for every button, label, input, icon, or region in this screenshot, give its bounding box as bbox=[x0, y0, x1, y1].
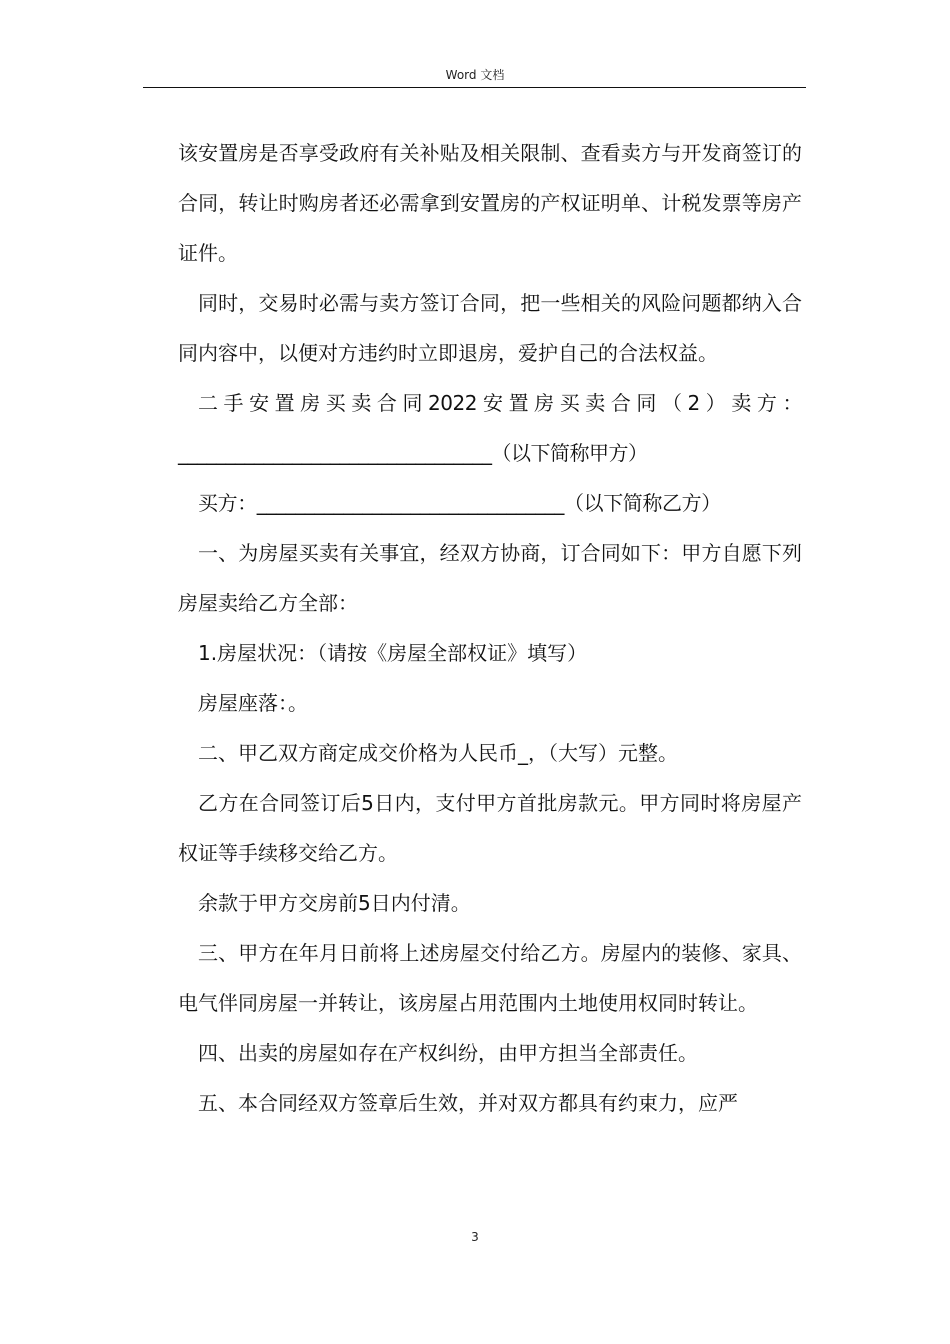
paragraph: 五、本合同经双方签章后生效，并对双方都具有约束力，应严 bbox=[198, 1091, 738, 1115]
header-title: Word 文档 bbox=[445, 68, 505, 82]
paragraph: 房屋座落：。 bbox=[198, 691, 308, 715]
paragraph: 该安置房是否享受政府有关补贴及相关限制、查看卖方与开发商签订的合同，转让时购房者还必需拿到安置房的产权证明单、计税发票等房产证件。 bbox=[178, 141, 802, 265]
paragraph: 余款于甲方交房前5日内付清。 bbox=[198, 891, 471, 915]
paragraph: 1.房屋状况：（请按《房屋全部权证》填写） bbox=[198, 641, 588, 665]
document-body bbox=[178, 128, 802, 1128]
paragraph: 二手安置房买卖合同2022安置房买卖合同（2）卖方：_________________________________（以下简称甲方） bbox=[178, 391, 802, 465]
paragraph: 四、出卖的房屋如存在产权纠纷，由甲方担当全部责任。 bbox=[198, 1041, 698, 1065]
page-number: 3 bbox=[471, 1230, 479, 1244]
paragraph: 二、甲乙双方商定成交价格为人民币_，（大写）元整。 bbox=[198, 741, 678, 765]
paragraph: 乙方在合同签订后5日内，支付甲方首批房款元。甲方同时将房屋产权证等手续移交给乙方。 bbox=[178, 791, 802, 865]
paragraph: 买方：________________________________（以下简称乙方） bbox=[198, 491, 721, 515]
paragraph: 一、为房屋买卖有关事宜，经双方协商，订合同如下：甲方自愿下列房屋卖给乙方全部： bbox=[178, 541, 802, 615]
paragraph: 三、甲方在年月日前将上述房屋交付给乙方。房屋内的装修、家具、电气伴同房屋一并转让，该房屋占用范围内土地使用权同时转让。 bbox=[178, 941, 802, 1015]
header-divider bbox=[143, 87, 806, 88]
paragraph: 同时，交易时必需与卖方签订合同，把一些相关的风险问题都纳入合同内容中，以便对方违约时立即退房，爱护自己的合法权益。 bbox=[178, 291, 802, 365]
